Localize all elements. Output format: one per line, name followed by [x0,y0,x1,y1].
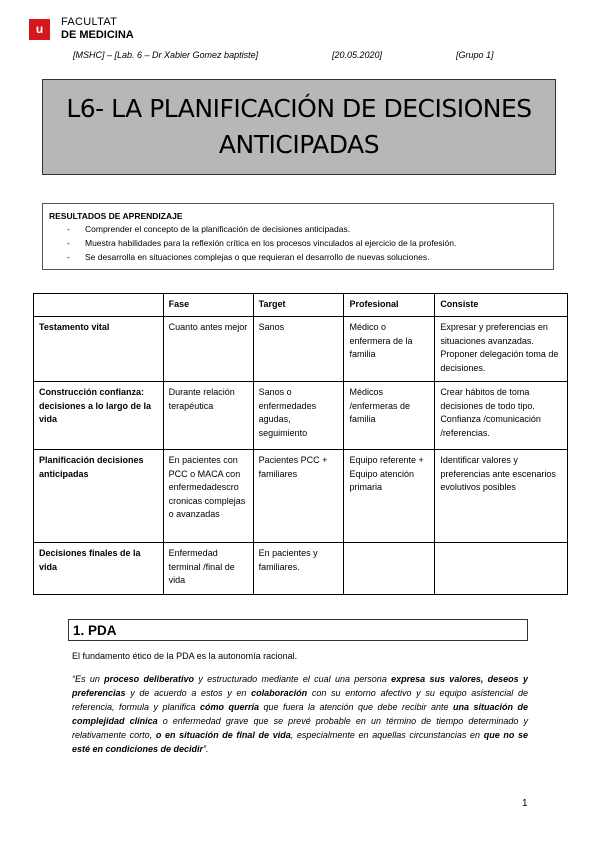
page-number: 1 [522,798,528,809]
faculty-name-line1: FACULTAT [61,16,118,28]
faculty-logo [29,16,134,42]
table-cell: En pacientes y familiares. [253,543,344,595]
learning-outcome-item: - Se desarrolla en situaciones complejas o que requieran el desarrollo de nuevas soluciones. [49,250,547,264]
table-header-cell: Fase [163,294,253,317]
section-heading-box [68,619,528,641]
learning-outcomes-heading: RESULTADOS DE APRENDIZAJE [49,211,183,221]
learning-outcomes-box [42,203,554,270]
section-intro: El fundamento ético de la PDA es la autonomía racional. [72,651,298,661]
table-row [34,450,568,543]
learning-outcomes-list [49,222,547,264]
page-title [66,91,531,163]
table-cell: Médicos /enfermeras de familia [344,382,435,450]
table-cell: Sanos o enfermedades agudas, seguimiento [253,382,344,450]
table-cell: Enfermedad terminal /final de vida [163,543,253,595]
title-box [42,79,556,175]
table-row [34,382,568,450]
table-cell: Expresar y preferencias en situaciones avanzadas. Proponer delegación toma de decisiones. [435,317,568,382]
header-course: [MSHC] – [Lab. 6 – Dr Xabier Gomez baptiste] [73,50,259,60]
table-cell: Identificar valores y preferencias ante escenarios evolutivos posibles [435,450,568,543]
pda-definition-quote: “Es un proceso deliberativo y estructurado mediante el cual una persona expresa sus valores, deseos y preferencias y de acuerdo a estos y en colaboración con su entorno afectivo y su equipo asistencial de referencia, formula y planifica cómo querría que fuera la atención que debe recibir ante una situación de complejidad clínica o enfermedad grave que se prevé probable en un término de tiempo determinado y relativamente corto, o en situación de final de vida, especialmente en aquellas circunstancias en que no se esté en condiciones de decidir”. [72,674,529,754]
table-header-cell: Profesional [344,294,435,317]
table-row-label: Decisiones finales de la vida [34,543,164,595]
university-logo-icon: u [29,19,50,40]
table-cell [344,543,435,595]
table-cell: Pacientes PCC + familiares [253,450,344,543]
table-header-cell: Target [253,294,344,317]
faculty-name-line2: DE MEDICINA [61,29,134,41]
learning-outcome-item: - Comprender el concepto de la planificación de decisiones anticipadas. [49,222,547,236]
table-cell: Crear hábitos de toma decisiones de todo tipo. Confianza /comunicación /referencias. [435,382,568,450]
table-row-label: Planificación decisiones anticipadas [34,450,164,543]
learning-outcome-item: - Muestra habilidades para la reflexión crítica en los procesos vinculados al ejercicio de la profesión. [49,236,547,250]
table-cell: Equipo referente + Equipo atención primaria [344,450,435,543]
table-row-label: Testamento vital [34,317,164,382]
table-cell: Cuanto antes mejor [163,317,253,382]
header-date: [20.05.2020] [332,50,383,60]
table-header-row [34,294,568,317]
table-header-cell [34,294,164,317]
table-row [34,317,568,382]
page-title-line1: L6- LA PLANIFICACIÓN DE DECISIONES [66,94,532,123]
table-row [34,543,568,595]
decisions-table [33,293,568,595]
header-group: [Grupo 1] [456,50,494,60]
table-cell: Médico o enfermera de la familia [344,317,435,382]
table-header-cell: Consiste [435,294,568,317]
page-title-line2: ANTICIPADAS [218,130,380,159]
table-cell [435,543,568,595]
table-cell: Sanos [253,317,344,382]
section-heading: 1. PDA [73,622,117,638]
faculty-name [61,16,134,42]
table-row-label: Construcción confianza: decisiones a lo largo de la vida [34,382,164,450]
table-cell: Durante relación terapéutica [163,382,253,450]
table-cell: En pacientes con PCC o MACA con enfermedadescro cronicas complejas o avanzadas [163,450,253,543]
